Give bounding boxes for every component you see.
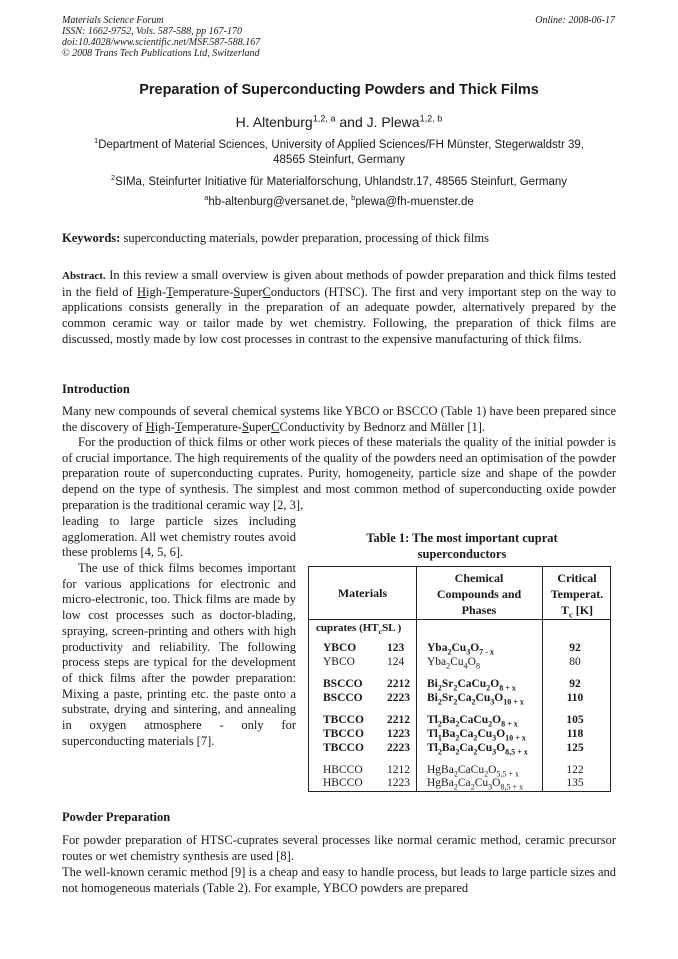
online-date: Online: 2008-06-17 [535, 15, 615, 26]
cell-compound: $HgBa_2CaCu_2O_{5,5 + x}$ [427, 764, 520, 779]
table-row [309, 776, 610, 790]
cell-material: BSCCO [323, 678, 363, 690]
intro-paragraph-2: For the production of thick films or other work pieces of these materials the quality of the initial powder is of crucial importance. The high requirements of the quality of the powders need an optimisation of the powder preparation route of superconducting cuprates. Purity, homogeneity, particle size and shape of the powder depend on the type of synthesis. The simplest and most common method of superconducting oxide powder preparation is the traditional ceramic way [2, 3], [62, 435, 616, 512]
cell-material: HBCCO [323, 764, 363, 776]
col-tc-unit: [K] [575, 603, 594, 617]
email-a[interactable]: hb-altenburg@versanet.de, [208, 196, 348, 208]
cell-tc: 80 [569, 656, 581, 668]
abstract [62, 268, 616, 348]
col-tc-line1: Critical [557, 571, 597, 585]
table-row [309, 763, 610, 777]
aff2-sup: 2 [110, 173, 116, 183]
table1-group-label [316, 622, 402, 637]
powder-paragraph-1: For powder preparation of HTSC-cuprates several processes like normal ceramic method, ceramic precursor routes or wet chemistry synthesis are used [8]. [62, 833, 616, 863]
cell-compound: $Yba_2Cu_3O_{7 - x}$ [427, 642, 494, 657]
col-tc-line2: Temperat. [550, 587, 604, 601]
affiliation-2 [62, 175, 616, 190]
cell-tc: 105 [566, 714, 584, 726]
author-1: H. Altenburg [235, 114, 313, 130]
email-a-sup: a [204, 193, 209, 203]
cell-tc: 92 [569, 678, 581, 690]
keywords-text: superconducting materials, powder preparation, processing of thick films [123, 231, 489, 245]
aff1-line1: Department of Material Sciences, University of Applied Sciences/FH Münster, Stegerwaldstr 39, [98, 139, 584, 151]
cell-compound: $Tl_2Ba_2Ca_2Cu_3O_{8,5 + x}$ [427, 742, 528, 757]
table1-caption-line1: Table 1: The most important cuprat [366, 531, 558, 545]
cell-material: YBCO [323, 656, 355, 668]
intro-igh: igh- [154, 419, 175, 434]
powder-heading: Powder Preparation [62, 810, 171, 824]
author-2: J. Plewa [366, 114, 420, 130]
cell-compound: $Tl_1Ba_2Ca_2Cu_3O_{10 + x}$ [427, 728, 526, 743]
author-line [62, 114, 616, 130]
paper-title: Preparation of Superconducting Powders and Thick Films [139, 82, 539, 98]
cell-compound: $Tl_2Ba_2CaCu_2O_{8 + x}$ [427, 714, 518, 729]
author-2-sup: 1,2, b [419, 113, 443, 124]
col-materials: Materials [337, 586, 388, 600]
group-pre: cuprates (HT [316, 622, 379, 634]
copyright-line: © 2008 Trans Tech Publications Ltd, Switzerland [62, 48, 260, 59]
cell-code: 123 [387, 642, 405, 654]
intro-h: H [145, 419, 155, 434]
journal-name: Materials Science Forum [62, 15, 164, 26]
intro-s: S [241, 419, 249, 434]
abstract-h: H [136, 284, 147, 299]
col-chemical [416, 570, 542, 618]
cell-code: 2212 [387, 678, 410, 690]
cell-material: TBCCO [323, 742, 364, 754]
introduction-heading: Introduction [62, 382, 130, 396]
abstract-s: S [233, 284, 241, 299]
email-line [62, 195, 616, 210]
intro-paragraph-1 [62, 404, 616, 435]
col-tc-t: T [560, 603, 569, 617]
cell-material: YBCO [323, 642, 357, 654]
abstract-onductors: onductors [270, 284, 321, 299]
journal-meta [62, 15, 260, 59]
issn-line: ISSN: 1662-9752, Vols. 587-588, pp 167-170 [62, 26, 242, 37]
col-chemical-line2: Compounds and [436, 587, 522, 601]
col-tc-sub: c [568, 610, 573, 620]
cell-tc: 122 [566, 764, 584, 776]
cell-tc: 92 [569, 642, 581, 654]
abstract-igh: igh- [146, 284, 167, 299]
table1 [308, 566, 611, 792]
cell-compound: $Bi_2Sr_2CaCu_2O_{8 + x}$ [427, 678, 516, 693]
intro-t: T [174, 419, 182, 434]
author-1-sup: 1,2, a [312, 113, 336, 124]
cell-tc: 118 [566, 728, 584, 740]
intro-uper: uper [248, 419, 272, 434]
affiliation-1 [62, 138, 616, 168]
aff2-text: SIMa, Steinfurter Initiative für Materialforschung, Uhlandstr.17, 48565 Steinfurt, Germany [115, 176, 568, 188]
intro-p1b: Conductivity by Bednorz and Müller [1]. [279, 419, 486, 434]
abstract-emperature: emperature- [172, 284, 234, 299]
col-tc-line3 [542, 602, 612, 618]
intro-emperature: emperature- [181, 419, 242, 434]
col-chemical-line1: Chemical [454, 571, 504, 585]
powder-paragraph-2: The well-known ceramic method [9] is a cheap and easy to handle process, but leads to large particle sizes and not homogeneous materials (Table 2). For example, YBCO powders are prepared [62, 865, 616, 895]
cell-tc: 125 [566, 742, 584, 754]
group-post: SL ) [382, 622, 402, 634]
intro-paragraph-3: leading to large particle sizes including agglomeration. All wet chemistry routes avoid these problems [4, 5, 6]. [62, 514, 296, 560]
cell-material: TBCCO [323, 714, 364, 726]
abstract-uper: uper [240, 284, 263, 299]
cell-compound: $Bi_2Sr_2Ca_2Cu_3O_{10 + x}$ [427, 692, 524, 707]
cell-tc: 110 [566, 692, 584, 704]
abstract-c: C [262, 284, 271, 299]
cell-code: 2223 [387, 692, 410, 704]
table1-caption [308, 530, 616, 562]
cell-code: 124 [387, 656, 405, 668]
table-row [309, 655, 610, 669]
cell-compound: $Yba_2Cu_4O_8$ [427, 656, 480, 671]
doi-line: doi:10.4028/www.scientific.net/MSF.587-588.167 [62, 37, 261, 48]
cell-code: 1223 [387, 777, 410, 789]
intro-paragraph-4: The use of thick films becomes important for various applications for electronic and micro-electronic, too. Thick films are made by low cost processes such as doctor-blading, spraying, screen-printing and others with high productivity and reliability. The following process steps are typical for the development of thick films after the powder preparation: Mixing a paste, printing etc. the paste onto a substrate, drying and sintering, and annealing in oxygen atmosphere - only for superconducting materials [7]. [62, 561, 296, 748]
table-row [309, 677, 610, 691]
table-row [309, 727, 610, 741]
abstract-t: T [166, 284, 173, 299]
cell-material: TBCCO [323, 728, 364, 740]
cell-compound: $HgBa_2Ca_2Cu_3O_{8,5 + x}$ [427, 777, 524, 792]
email-b-sup: b [351, 193, 356, 203]
aff1-line2: 48565 Steinfurt, Germany [273, 154, 405, 166]
cell-material: HBCCO [323, 777, 363, 789]
author-and: and [339, 114, 363, 130]
cell-code: 2212 [387, 714, 410, 726]
cell-code: 1223 [387, 728, 410, 740]
col-chemical-line3: Phases [461, 603, 497, 617]
table-row [309, 741, 610, 755]
group-sub: c [378, 627, 383, 637]
table-row [309, 691, 610, 705]
table1-caption-line2: superconductors [417, 547, 507, 561]
col-critical-temp [542, 570, 612, 618]
keywords-label: Keywords: [62, 231, 121, 245]
email-b[interactable]: plewa@fh-muenster.de [355, 196, 474, 208]
table-row [309, 641, 610, 655]
table-row [309, 713, 610, 727]
keywords [62, 231, 616, 246]
cell-material: BSCCO [323, 692, 363, 704]
aff1-sup: 1 [94, 136, 99, 146]
cell-code: 1212 [387, 764, 410, 776]
cell-code: 2223 [387, 742, 410, 754]
abstract-label: Abstract. [62, 270, 106, 282]
abstract-part1: In this review a small overview is given about methods of powder preparation and thick films tested in the field of [62, 268, 616, 299]
intro-c: C [271, 419, 280, 434]
intro-p1a: Many new compounds of several chemical systems like YBCO or BSCCO (Table 1) have been prepared since the discovery of [62, 404, 616, 434]
abstract-part2: (HTSC). The first and very important step on the way to applications consists generally in the preparation of an adequate powder, alternatively prepared by the common ceramic way or tailor made by wet chemistry. Following, the preparation of thick films are discussed, mostly made by low cost processes in contrast to the expensive manufacturing of thick films. [62, 284, 617, 346]
cell-tc: 135 [566, 777, 584, 789]
